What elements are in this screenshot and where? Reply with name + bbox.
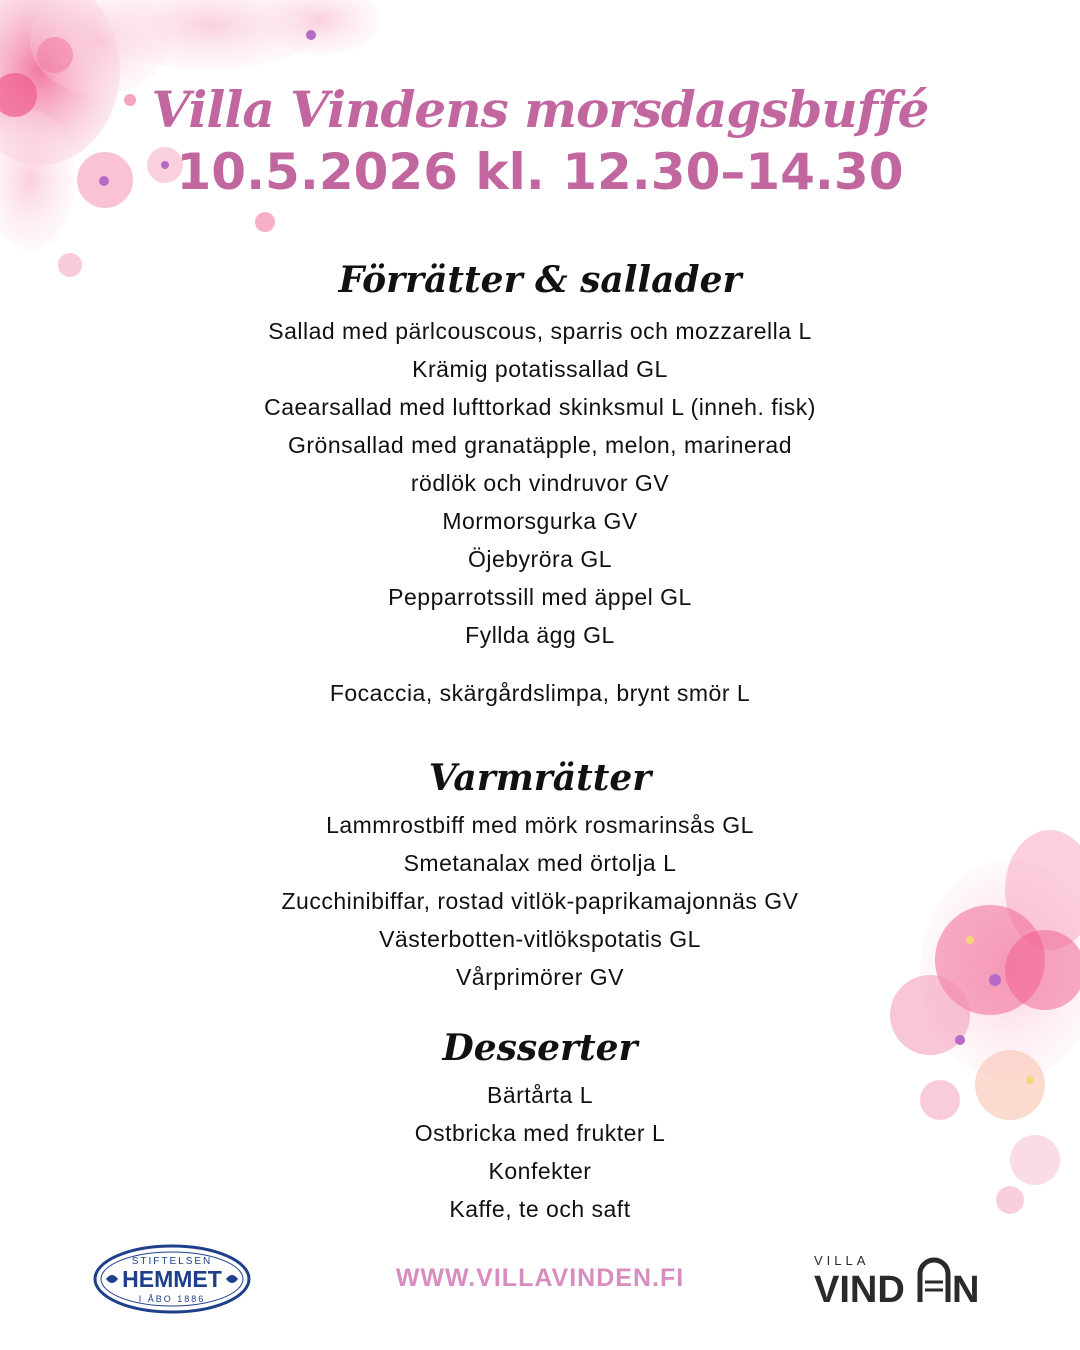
door-arch-icon	[920, 1260, 948, 1302]
hemmet-logo-bottom: I ÅBO 1886	[138, 1294, 206, 1304]
menu-item: Krämig potatissallad GL	[412, 356, 668, 382]
menu-item: Zucchinibiffar, rostad vitlök-paprikamajonnäs GV	[281, 888, 799, 914]
header	[0, 80, 1080, 202]
event-date: 10.5.2026 kl. 12.30–14.30	[176, 143, 904, 201]
menu-item: Fyllda ägg GL	[465, 622, 615, 648]
menu-item-bread: Focaccia, skärgårdslimpa, brynt smör L	[329, 680, 751, 706]
menu-section-mains	[0, 756, 1080, 996]
menu-item: Mormorsgurka GV	[442, 508, 638, 534]
menu-item: Kaffe, te och saft	[449, 1196, 631, 1222]
menu-item: Västerbotten-vitlökspotatis GL	[379, 926, 701, 952]
villa-vinden-logo	[812, 1252, 997, 1308]
menu-item: Sallad med pärlcouscous, sparris och mozzarella L	[268, 318, 812, 344]
menu-item: Pepparrotssill med äppel GL	[388, 584, 692, 610]
menu-item: Lammrostbiff med mörk rosmarinsås GL	[326, 812, 754, 838]
menu-item: Smetanalax med örtolja L	[403, 850, 677, 876]
menu-item: Konfekter	[488, 1158, 592, 1184]
menu-item: Ostbricka med frukter L	[414, 1120, 666, 1146]
website-url[interactable]: WWW.VILLAVINDEN.FI	[395, 1264, 685, 1292]
section-title: Desserter	[442, 1027, 638, 1069]
menu-item: Öjebyröra GL	[467, 546, 613, 572]
page-title: Villa Vindens morsdagsbuffé	[151, 80, 929, 139]
menu-item: Grönsallad med granatäpple, melon, marinerad	[288, 432, 792, 458]
menu-item: Vårprimörer GV	[455, 964, 625, 990]
vinden-logo-top: VILLA	[814, 1253, 870, 1268]
vinden-logo-name: VIND	[814, 1269, 905, 1308]
menu-item: Bärtårta L	[487, 1082, 593, 1108]
vinden-logo-name-end: N	[952, 1269, 980, 1308]
menu-item: Caearsallad med lufttorkad skinksmul L (inneh. fisk)	[264, 394, 816, 420]
menu-section-desserts	[0, 1026, 1080, 1228]
hemmet-logo-name: HEMMET	[122, 1266, 222, 1292]
section-title: Förrätter & sallader	[338, 259, 742, 301]
hemmet-logo-top: STIFTELSEN	[131, 1256, 213, 1267]
menu-section-starters	[0, 258, 1080, 712]
menu-item: rödlök och vindruvor GV	[410, 470, 670, 496]
section-title: Varmrätter	[428, 757, 652, 799]
